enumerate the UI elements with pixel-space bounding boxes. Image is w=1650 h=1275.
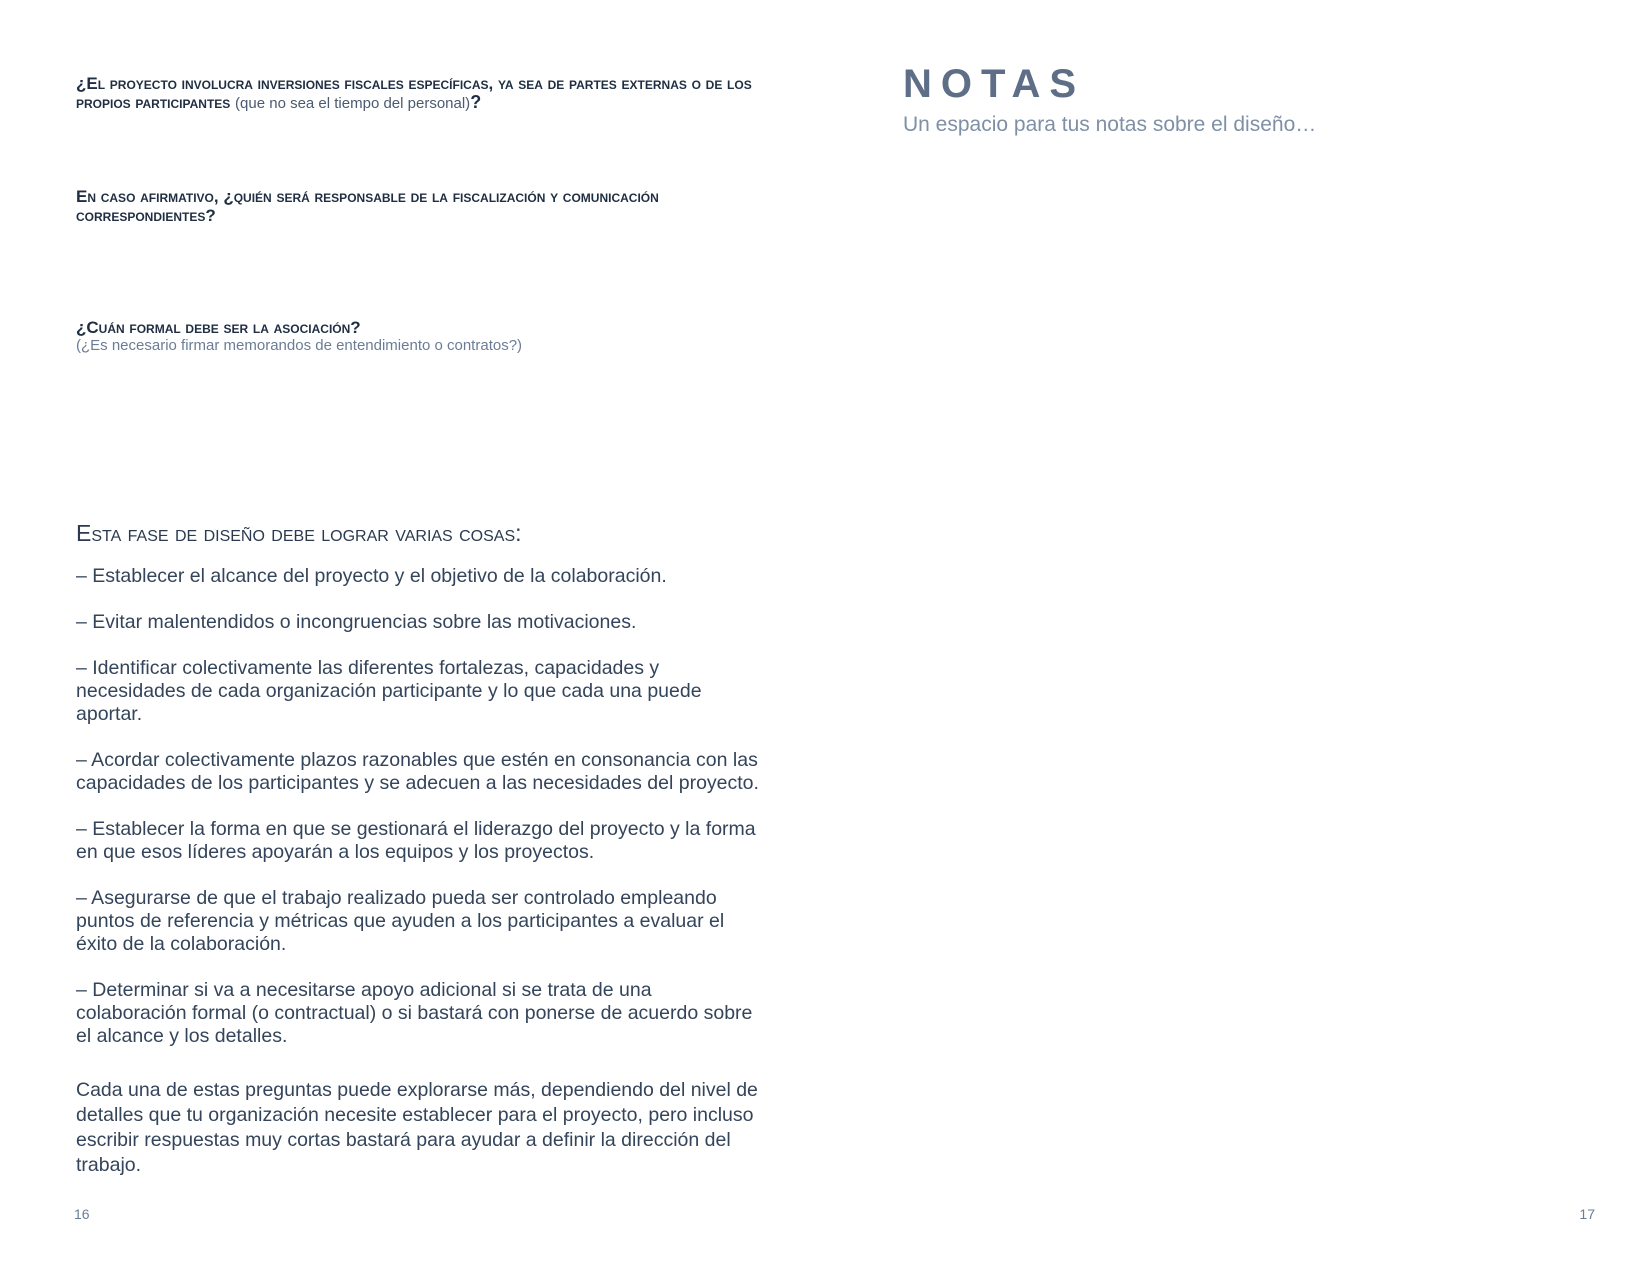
- question-partnership-formality: [76, 318, 776, 355]
- question-partnership-formality-text: ¿Cuán formal debe ser la asociación?: [76, 318, 361, 337]
- question-fiscal-investments-note: (que no sea el tiempo del personal): [235, 95, 471, 112]
- question-responsible-party-text: En caso afirmativo, ¿quién será responsable de la fiscalización y comunicación correspondientes?: [76, 187, 659, 225]
- bullet-item: – Evitar malentendidos o incongruencias sobre las motivaciones.: [76, 611, 637, 633]
- closing-paragraph: Cada una de estas preguntas puede explorarse más, dependiendo del nivel de detalles que tu organización necesite establecer para el proyecto, pero incluso escribir respuestas muy cortas bastará para ayudar a definir la dirección del trabajo.: [76, 1079, 758, 1176]
- bullet-item: – Asegurarse de que el trabajo realizado pueda ser controlado empleando puntos de referencia y métricas que ayuden a los participantes a evaluar el éxito de la colaboración.: [76, 887, 725, 955]
- page-number-right: 17: [1579, 1206, 1595, 1222]
- question-fiscal-investments: [76, 74, 776, 113]
- bullet-item: – Acordar colectivamente plazos razonables que estén en consonancia con las capacidades de los participantes y se adecuen a las necesidades del proyecto.: [76, 749, 759, 794]
- design-phase-heading: Esta fase de diseño debe lograr varias cosas:: [76, 520, 522, 546]
- notes-subtitle: Un espacio para tus notas sobre el diseño…: [903, 113, 1317, 136]
- bullet-item: – Establecer el alcance del proyecto y el objetivo de la colaboración.: [76, 565, 667, 587]
- page-number-left: 16: [74, 1206, 90, 1222]
- right-page: [825, 0, 1650, 1275]
- question-partnership-formality-sub: (¿Es necesario firmar memorandos de entendimiento o contratos?): [76, 337, 523, 354]
- question-mark: ?: [470, 92, 482, 112]
- question-fiscal-investments-text: ¿El proyecto involucra inversiones fiscales específicas, ya sea de partes externas o de los propios participantes: [76, 74, 752, 112]
- bullet-item: – Identificar colectivamente las diferentes fortalezas, capacidades y necesidades de cada organización participante y lo que cada una puede aportar.: [76, 657, 702, 725]
- question-responsible-party: [76, 187, 776, 225]
- bullet-item: – Determinar si va a necesitarse apoyo adicional si se trata de una colaboración formal (o contractual) o si bastará con ponerse de acuerdo sobre el alcance y los detalles.: [76, 979, 753, 1047]
- design-phase-section: [76, 519, 766, 1178]
- notes-title: NOTAS: [903, 62, 1086, 106]
- bullet-item: – Establecer la forma en que se gestionará el liderazgo del proyecto y la forma en que esos líderes apoyarán a los equipos y los proyectos.: [76, 818, 756, 863]
